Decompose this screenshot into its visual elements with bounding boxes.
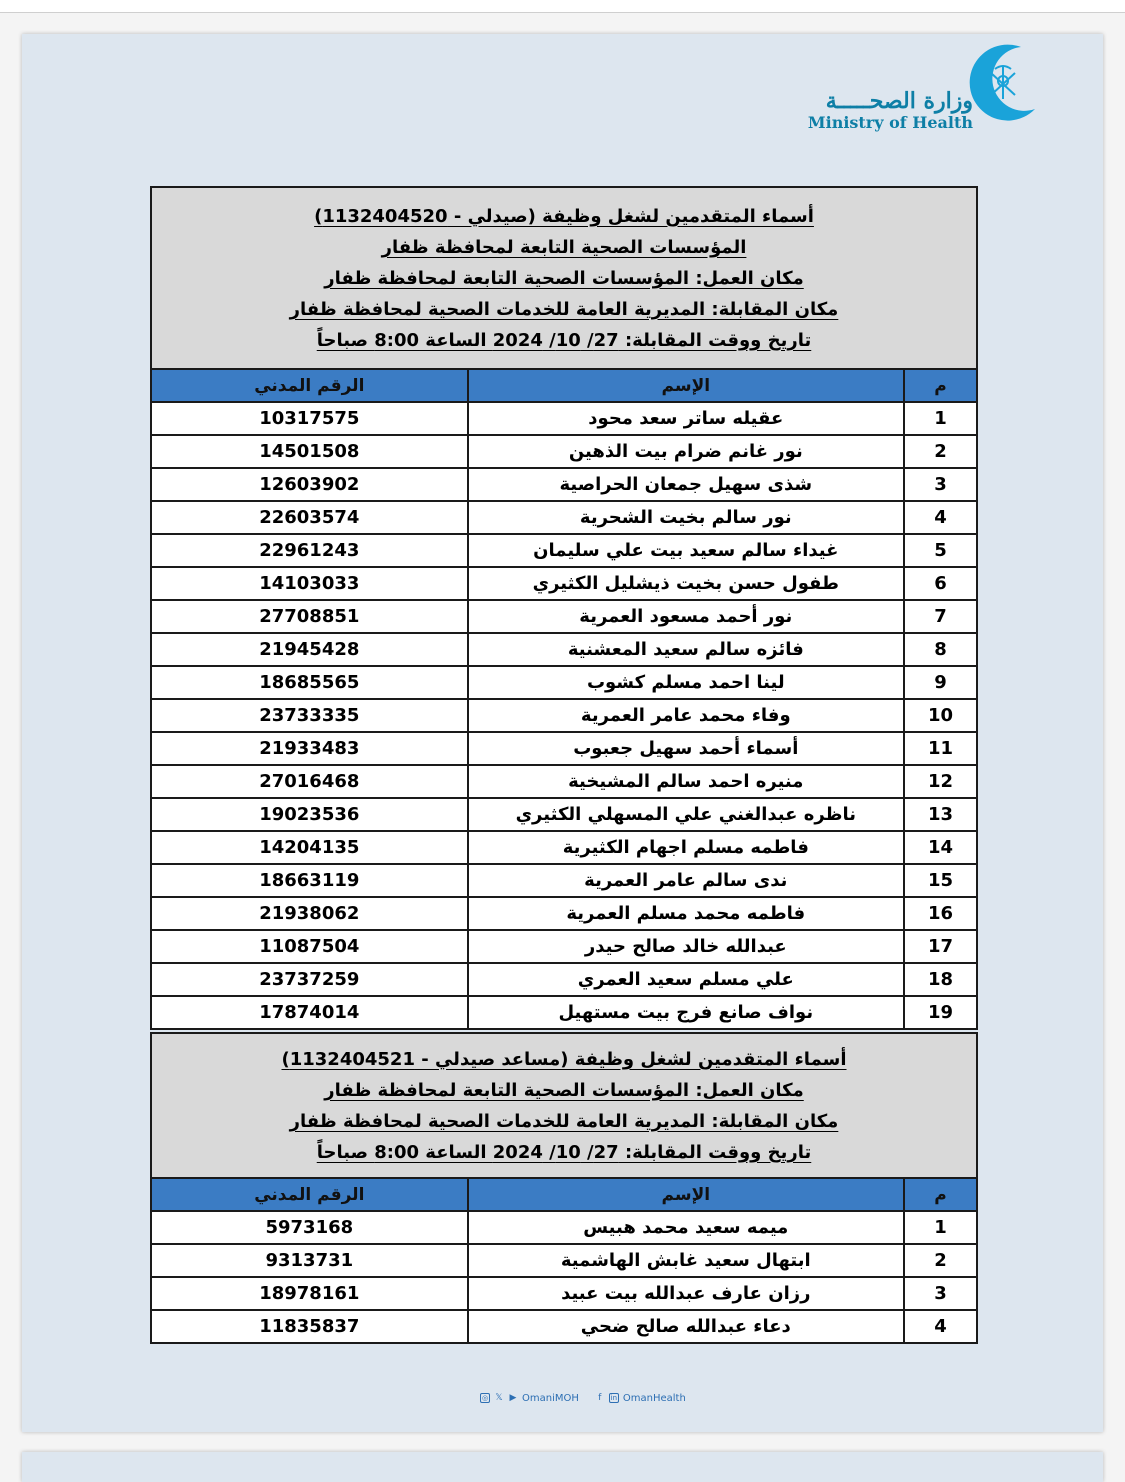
row-number: 17 (904, 930, 977, 963)
header-line (152, 1075, 976, 1106)
row-number: 18 (904, 963, 977, 996)
facebook-icon[interactable]: f (598, 1393, 602, 1403)
social-footer (480, 1389, 720, 1407)
header-line (152, 1137, 976, 1168)
row-number: 1 (904, 1211, 977, 1244)
x-icon[interactable]: 𝕏 (495, 1393, 503, 1403)
header-line (152, 294, 976, 325)
civil-id: 22961243 (151, 534, 468, 567)
civil-id: 11087504 (151, 930, 468, 963)
column-header-number: م (904, 369, 977, 402)
applicant-name: فاطمه مسلم اجهام الكثيرية (468, 831, 904, 864)
oman-emblem-icon (963, 39, 1043, 123)
applicant-name: ابتهال سعيد غابش الهاشمية (468, 1244, 904, 1277)
civil-id: 18685565 (151, 666, 468, 699)
header-line-text: مكان العمل: المؤسسات الصحية التابعة لمحافظة ظفار (324, 267, 804, 289)
row-number: 16 (904, 897, 977, 930)
applicant-name: ندى سالم عامر العمرية (468, 864, 904, 897)
table-row (151, 1310, 977, 1343)
row-number: 11 (904, 732, 977, 765)
civil-id: 23737259 (151, 963, 468, 996)
civil-id: 19023536 (151, 798, 468, 831)
row-number: 4 (904, 501, 977, 534)
applicant-name: عقيله ساتر سعد محود (468, 402, 904, 435)
row-number: 2 (904, 1244, 977, 1277)
applicant-name: عبدالله خالد صالح حيدر (468, 930, 904, 963)
header-line (152, 232, 976, 263)
column-header-number: م (904, 1178, 977, 1211)
row-number: 4 (904, 1310, 977, 1343)
assistant-pharmacist-applicants-table (150, 1032, 978, 1344)
row-number: 6 (904, 567, 977, 600)
table-row (151, 435, 977, 468)
applicant-name: نور أحمد مسعود العمرية (468, 600, 904, 633)
applicant-name: نور سالم بخيت الشحرية (468, 501, 904, 534)
applicant-name: طفول حسن بخيت ذيشليل الكثيري (468, 567, 904, 600)
civil-id: 10317575 (151, 402, 468, 435)
header-line-text: أسماء المتقدمين لشغل وظيفة (مساعد صيدلي - 1132404521) (281, 1048, 847, 1070)
row-number: 8 (904, 633, 977, 666)
applicant-name: شذى سهيل جمعان الحراصية (468, 468, 904, 501)
next-document-page (22, 1452, 1103, 1482)
column-header-row (151, 369, 977, 402)
table-row (151, 1244, 977, 1277)
civil-id: 9313731 (151, 1244, 468, 1277)
header-line-text: مكان العمل: المؤسسات الصحية التابعة لمحافظة ظفار (324, 1079, 804, 1101)
header-line-text: أسماء المتقدمين لشغل وظيفة (صيدلي - 1132404520) (314, 205, 814, 227)
table-row (151, 864, 977, 897)
table-row (151, 501, 977, 534)
civil-id: 23733335 (151, 699, 468, 732)
row-number: 2 (904, 435, 977, 468)
row-number: 13 (904, 798, 977, 831)
header-line (152, 325, 976, 356)
viewer-top-bar (0, 0, 1125, 13)
civil-id: 14501508 (151, 435, 468, 468)
civil-id: 18978161 (151, 1277, 468, 1310)
column-header-name: الإسم (468, 369, 904, 402)
instagram-icon[interactable]: ◎ (481, 1394, 489, 1402)
civil-id: 11835837 (151, 1310, 468, 1343)
applicant-name: ميمه سعيد محمد هبيس (468, 1211, 904, 1244)
applicant-name: فائزه سالم سعيد المعشنية (468, 633, 904, 666)
section-header (151, 1033, 977, 1178)
table-row (151, 699, 977, 732)
header-line-text: مكان المقابلة: المديرية العامة للخدمات الصحية لمحافظة ظفار (289, 1110, 839, 1132)
civil-id: 21945428 (151, 633, 468, 666)
row-number: 12 (904, 765, 977, 798)
table-row (151, 831, 977, 864)
table-row (151, 930, 977, 963)
table-row (151, 1277, 977, 1310)
header-line-text: مكان المقابلة: المديرية العامة للخدمات الصحية لمحافظة ظفار (289, 298, 839, 320)
civil-id: 14204135 (151, 831, 468, 864)
pharmacist-applicants-table (150, 186, 978, 1030)
civil-id: 12603902 (151, 468, 468, 501)
table-row (151, 897, 977, 930)
applicant-name: دعاء عبدالله صالح ضحي (468, 1310, 904, 1343)
applicant-name: غيداء سالم سعيد بيت علي سليمان (468, 534, 904, 567)
column-header-civil-id: الرقم المدني (151, 1178, 468, 1211)
civil-id: 17874014 (151, 996, 468, 1029)
applicant-name: علي مسلم سعيد العمري (468, 963, 904, 996)
handle-omanimoh[interactable]: OmaniMOH (522, 1392, 579, 1404)
applicant-name: أسماء أحمد سهيل جعبوب (468, 732, 904, 765)
row-number: 7 (904, 600, 977, 633)
table-row (151, 534, 977, 567)
row-number: 5 (904, 534, 977, 567)
table-row (151, 468, 977, 501)
civil-id: 22603574 (151, 501, 468, 534)
row-number: 9 (904, 666, 977, 699)
civil-id: 27016468 (151, 765, 468, 798)
row-number: 14 (904, 831, 977, 864)
applicant-name: وفاء محمد عامر العمرية (468, 699, 904, 732)
row-number: 19 (904, 996, 977, 1029)
row-number: 3 (904, 1277, 977, 1310)
civil-id: 14103033 (151, 567, 468, 600)
row-number: 15 (904, 864, 977, 897)
header-line (152, 1106, 976, 1137)
logo-english-text: Ministry of Health (807, 113, 973, 132)
civil-id: 21933483 (151, 732, 468, 765)
table-row (151, 402, 977, 435)
row-number: 3 (904, 468, 977, 501)
handle-omanhealth[interactable]: OmanHealth (622, 1392, 686, 1404)
table-row (151, 963, 977, 996)
column-header-civil-id: الرقم المدني (151, 369, 468, 402)
table-row (151, 765, 977, 798)
table-row (151, 732, 977, 765)
row-number: 1 (904, 402, 977, 435)
applicant-name: رزان عارف عبدالله بيت عبيد (468, 1277, 904, 1310)
table-row (151, 633, 977, 666)
civil-id: 27708851 (151, 600, 468, 633)
applicant-name: نور غانم ضرام بيت الذهين (468, 435, 904, 468)
section-header (151, 187, 977, 369)
table-row (151, 567, 977, 600)
applicant-name: ناظره عبدالغني علي المسهلي الكثيري (468, 798, 904, 831)
civil-id: 21938062 (151, 897, 468, 930)
table-row (151, 600, 977, 633)
linkedin-icon[interactable]: in (610, 1394, 618, 1402)
header-line (152, 201, 976, 232)
row-number: 10 (904, 699, 977, 732)
column-header-row (151, 1178, 977, 1211)
header-line-text: المؤسسات الصحية التابعة لمحافظة ظفار (381, 236, 747, 258)
header-line (152, 1044, 976, 1075)
applicant-name: فاطمه محمد مسلم العمرية (468, 897, 904, 930)
civil-id: 18663119 (151, 864, 468, 897)
header-line (152, 263, 976, 294)
applicant-name: لينا احمد مسلم كشوب (468, 666, 904, 699)
applicant-name: منيره احمد سالم المشيخية (468, 765, 904, 798)
civil-id: 5973168 (151, 1211, 468, 1244)
column-header-name: الإسم (468, 1178, 904, 1211)
table-row (151, 666, 977, 699)
youtube-icon[interactable]: ▶ (509, 1393, 517, 1403)
header-line-text: تاريخ ووقت المقابلة: 27/ 10/ 2024 الساعة 8:00 صباحاً (316, 329, 812, 351)
logo-arabic-text: وزارة الصحـــــة (825, 88, 973, 114)
table-row (151, 1211, 977, 1244)
applicant-name: نواف صانع فرج بيت مستهيل (468, 996, 904, 1029)
table-row (151, 798, 977, 831)
header-line-text: تاريخ ووقت المقابلة: 27/ 10/ 2024 الساعة 8:00 صباحاً (316, 1141, 812, 1163)
table-row (151, 996, 977, 1029)
